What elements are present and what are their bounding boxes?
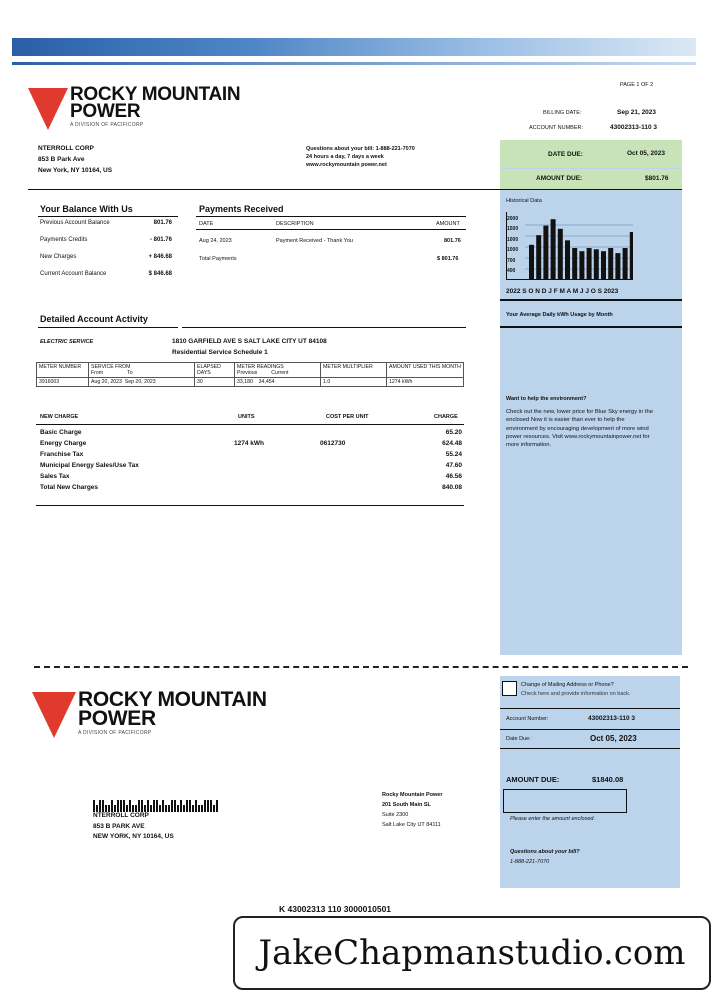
- watermark-box: JakeChapmanstudio.com: [233, 916, 711, 990]
- charge-amount: 624.48: [442, 440, 462, 447]
- history-y-tick: 700: [507, 257, 516, 264]
- history-bar: [615, 253, 620, 280]
- history-bar: [565, 240, 570, 280]
- history-caption-rule: [500, 326, 682, 328]
- barcode-bar: [180, 800, 182, 812]
- charge-row: [40, 460, 462, 471]
- service-header: [89, 363, 195, 378]
- charge-row: [40, 438, 462, 449]
- balance-row-value: 801.76: [153, 220, 172, 226]
- history-bar: [551, 219, 556, 280]
- customer-street: 853 B Park Ave: [38, 156, 85, 163]
- tear-line: [34, 666, 688, 668]
- amount-used: 1274 kWh: [387, 378, 464, 387]
- charge-name: Basic Charge: [40, 429, 82, 436]
- change-address-title: Change of Mailing Address or Phone?: [521, 682, 614, 688]
- elapsed-days: 30: [195, 378, 235, 387]
- payments-total-value: $ 801.76: [437, 256, 459, 262]
- history-bar: [587, 248, 592, 280]
- questions-block: [306, 145, 415, 169]
- account-number: 43002313-110 3: [610, 124, 657, 131]
- stub-customer-street: 853 B PARK AVE: [93, 822, 145, 830]
- barcode-bar: [198, 805, 200, 812]
- stub-due-label: Date Due:: [506, 736, 531, 742]
- postal-barcode: [93, 794, 219, 808]
- charges-head-cost: COST PER UNIT: [326, 414, 369, 420]
- payments-title: Payments Received: [199, 204, 284, 214]
- stub-rule: [500, 748, 680, 749]
- history-bar: [608, 248, 613, 280]
- charges-head-rule: [36, 424, 464, 425]
- balance-title: Your Balance With Us: [40, 204, 133, 214]
- history-y-tick: 400: [507, 268, 516, 275]
- service-header-label: SERVICE FROM: [91, 364, 131, 370]
- payments-col-amount: AMOUNT: [436, 221, 460, 227]
- header-gradient-bar: [12, 38, 696, 56]
- charges-head-charge: CHARGE: [434, 414, 458, 420]
- charges-table: [40, 427, 462, 493]
- history-bar: [536, 235, 541, 280]
- barcode-bar: [174, 800, 176, 812]
- remit-suite: Suite 2300: [382, 812, 409, 818]
- meter-number: 3916003: [37, 378, 89, 387]
- charge-amount: 65.20: [445, 429, 462, 436]
- charge-name: Energy Charge: [40, 440, 87, 447]
- header-gradient-line: [12, 62, 696, 65]
- history-bar: [594, 249, 599, 280]
- barcode-bar: [201, 805, 203, 812]
- questions-line2: 24 hours a day, 7 days a week: [306, 154, 384, 160]
- charges-head-units: UNITS: [238, 414, 255, 420]
- service-from: Aug 20, 2023: [91, 379, 122, 385]
- history-title: Historical Data: [506, 198, 542, 204]
- activity-title: Detailed Account Activity: [40, 314, 148, 324]
- electric-service-label: ELECTRIC SERVICE: [40, 339, 94, 345]
- activity-rule-right: [182, 327, 466, 328]
- barcode-bar: [207, 800, 209, 812]
- payment-description: Payment Received - Thank You: [276, 238, 353, 244]
- charge-amount: 47.60: [445, 462, 462, 469]
- history-y-tick: 1000: [507, 236, 519, 243]
- charge-row: [40, 471, 462, 482]
- remit-address: [382, 790, 443, 830]
- balance-row-value: + 846.68: [148, 254, 172, 260]
- history-x-labels: 2022 S O N D J F M A M J J O S 2023: [506, 288, 619, 295]
- stub-account-label: Account Number:: [506, 716, 549, 722]
- balance-row-value: - 801.76: [149, 237, 172, 243]
- charges-head-name: NEW CHARGE: [40, 414, 79, 420]
- days-header: ELAPSED DAYS: [195, 363, 235, 378]
- change-address-sub: Check here and provide information on back.: [521, 691, 631, 697]
- payments-total-label: Total Payments: [199, 256, 237, 262]
- logo-subtitle: A DIVISION OF PACIFICORP: [70, 122, 144, 128]
- amount-enclosed-note: Please enter the amount enclosed.: [510, 816, 596, 822]
- service-to: Sep 20, 2023: [124, 379, 156, 385]
- balance-row-label: Payments Credits: [40, 237, 88, 243]
- readings-values: [235, 378, 321, 387]
- barcode-bar: [210, 800, 212, 812]
- logo-line1: ROCKY MOUNTAIN: [78, 688, 267, 711]
- balance-row-value: $ 846.68: [148, 271, 172, 277]
- logo-line2: POWER: [78, 707, 156, 730]
- balance-row-label: Current Account Balance: [40, 271, 107, 277]
- history-bar: [630, 232, 633, 280]
- balance-table: [40, 220, 172, 288]
- questions-website: www.rockymountain power.net: [306, 162, 387, 168]
- stub-rule: [500, 729, 680, 730]
- payments-col-date: DATE: [199, 221, 214, 227]
- service-from-label: From: [91, 370, 104, 376]
- service-dates: [89, 378, 195, 387]
- amount-due-label: AMOUNT DUE:: [536, 175, 583, 182]
- charge-amount: 55.24: [445, 451, 462, 458]
- charge-name: Municipal Energy Sales/Use Tax: [40, 462, 139, 469]
- activity-rule: [38, 327, 178, 328]
- amount-enclosed-input[interactable]: [503, 789, 627, 813]
- environment-body: Check out the new, lower price for Blue Sky energy in the enclosed Now it is easier than ever to help the environment by encouraging development of more wind power resources. Visit www.rockymountainpower.net for more information.: [506, 409, 653, 449]
- due-date: Oct 05, 2023: [627, 150, 665, 157]
- customer-name: NTERROLL CORP: [38, 145, 94, 152]
- stub-amount-label: AMOUNT DUE:: [506, 775, 560, 784]
- stub-customer-name: NTERROLL CORP: [93, 812, 149, 819]
- readings-current-label: Current: [271, 370, 289, 376]
- meter-header: METER NUMBER: [37, 363, 89, 378]
- stub-customer-address: [93, 811, 174, 843]
- service-address: 1810 GARFIELD AVE S SALT LAKE CITY UT 84108: [172, 338, 327, 345]
- barcode-bar: [183, 805, 185, 812]
- service-to-label: To: [127, 370, 133, 376]
- service-schedule: Residential Service Schedule 1: [172, 349, 268, 356]
- payments-header-rule: [196, 229, 466, 230]
- charge-name: Total New Charges: [40, 484, 99, 491]
- history-chart-svg: [507, 212, 633, 280]
- used-header: AMOUNT USED THIS MONTH: [387, 363, 464, 378]
- stub-amount-value: $1840.08: [592, 775, 624, 784]
- history-bar: [558, 229, 563, 280]
- customer-city: New York, NY 10164, US: [38, 167, 113, 174]
- page-number: PAGE 1 OF 2: [620, 82, 654, 88]
- barcode-bar: [204, 800, 206, 812]
- stub-rule: [500, 708, 680, 709]
- section-divider: [28, 189, 682, 190]
- history-bar: [579, 251, 584, 280]
- charge-name: Franchise Tax: [40, 451, 84, 458]
- logo-line1: ROCKY MOUNTAIN: [70, 84, 241, 105]
- payments-rule: [196, 216, 466, 217]
- logo-subtitle: A DIVISION OF PACIFICORP: [78, 730, 152, 736]
- history-y-tick: 2000: [507, 216, 519, 222]
- amount-due: $801.76: [645, 175, 669, 182]
- barcode-bar: [186, 800, 188, 812]
- barcode-bar: [195, 800, 197, 812]
- due-date-label: DATE DUE:: [548, 151, 583, 158]
- history-y-tick: 1000: [507, 247, 519, 254]
- stub-questions: Questions about your bill?: [510, 849, 580, 855]
- charge-amount: 840.08: [442, 484, 462, 491]
- environment-title: Want to help the environment?: [506, 396, 587, 402]
- charges-bottom-rule: [36, 505, 464, 506]
- balance-rule: [38, 216, 178, 217]
- meter-table: [36, 362, 464, 387]
- remit-name: Rocky Mountain Power: [382, 792, 443, 798]
- barcode-bar: [177, 805, 179, 812]
- reading-current: 34,454: [258, 379, 275, 385]
- logo-triangle-icon: [28, 88, 68, 130]
- readings-header-label: METER READINGS: [237, 364, 284, 370]
- payments-col-desc: DESCRIPTION: [276, 221, 314, 227]
- barcode-bar: [192, 805, 194, 812]
- meter-multiplier: 1.0: [321, 378, 387, 387]
- history-bar: [623, 248, 628, 280]
- change-address-checkbox[interactable]: [502, 681, 517, 696]
- stub-customer-city: NEW YORK, NY 10164, US: [93, 833, 174, 840]
- history-bar: [601, 251, 606, 280]
- multiplier-header: METER MULTIPLIER: [321, 363, 387, 378]
- history-y-tick: 1500: [507, 226, 519, 233]
- history-bar: [543, 226, 548, 280]
- barcode-bar: [213, 805, 215, 812]
- readings-previous-label: Previous: [237, 370, 258, 376]
- balance-row-label: New Charges: [40, 254, 77, 260]
- customer-address: [38, 143, 112, 176]
- account-number-label: ACCOUNT NUMBER:: [529, 125, 583, 131]
- readings-header: [235, 363, 321, 378]
- barcode-bar: [216, 800, 218, 812]
- scan-line: K 43002313 110 3000010501: [279, 904, 392, 914]
- history-bar: [572, 248, 577, 280]
- logo-line2: POWER: [70, 101, 141, 122]
- history-chart: [506, 212, 632, 280]
- barcode-bar: [189, 800, 191, 812]
- charge-row: [40, 427, 462, 438]
- remit-street: 201 South Main SL: [382, 802, 431, 808]
- history-rule: [500, 299, 682, 301]
- charge-row-total: [40, 482, 462, 493]
- logo-triangle-icon: [32, 692, 76, 738]
- history-caption: Your Average Daily kWh Usage by Month: [506, 312, 613, 318]
- stub-due-date: Oct 05, 2023: [590, 734, 637, 743]
- payment-date: Aug 24, 2023: [199, 238, 232, 244]
- history-bar: [529, 245, 534, 280]
- payment-amount: 801.76: [444, 238, 461, 244]
- charge-cost: 0612730: [320, 440, 346, 447]
- charge-row: [40, 449, 462, 460]
- history-y-ticks: [507, 214, 518, 276]
- remit-city: Salt Lake City UT 84111: [382, 822, 441, 828]
- stub-account-number: 43002313-110 3: [588, 715, 635, 722]
- billing-date-label: BILLING DATE:: [543, 110, 582, 116]
- stub-phone: 1-888-221-7070: [510, 859, 550, 865]
- balance-row-label: Previous Account Balance: [40, 220, 110, 226]
- charge-amount: 46.56: [445, 473, 462, 480]
- billing-date: Sep 21, 2023: [617, 109, 657, 116]
- questions-line1: Questions about your bill: 1-888-221-7070: [306, 146, 415, 152]
- reading-previous: 33,180: [237, 379, 253, 385]
- charge-units: 1274 kWh: [234, 440, 264, 447]
- charge-name: Sales Tax: [40, 473, 70, 480]
